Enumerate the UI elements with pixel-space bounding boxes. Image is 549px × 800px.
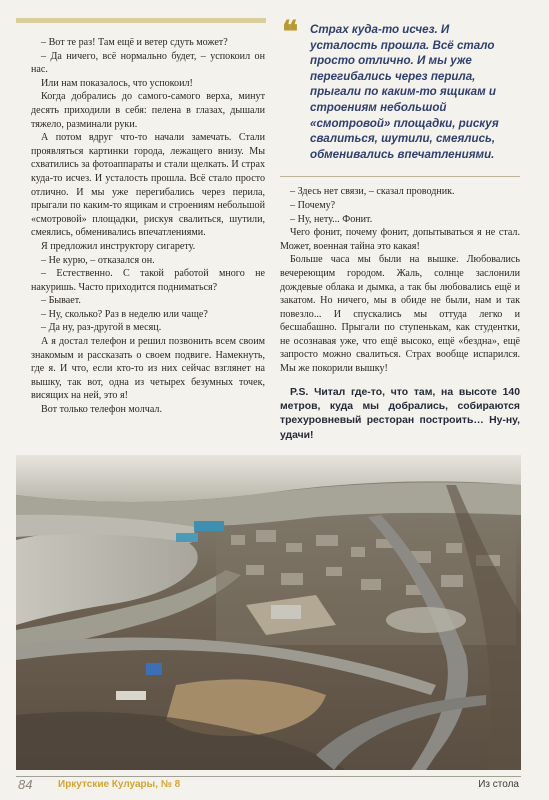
footer-rule [16, 776, 521, 777]
pull-quote-text: Страх куда-то исчез. И усталость прошла. Всё стало просто отлично. И мы уже перегибались через перила, прыгали по каким-то ящикам и строениям небольшой «смотровой» площадки, рискуя свалиться, шутили, смеялись, обменивались впечатлениями. [310, 23, 499, 161]
pull-quote [280, 16, 520, 162]
paragraph: – Здесь нет связи, – сказал проводник. [290, 186, 455, 198]
paragraph: А потом вдруг что-то начали замечать. Стали проявляться картинки города, лежащего внизу. Мы схватились за фотоаппараты и стали щелкать. И страх куда-то исчез. И усталость прошла. Всё стало просто отлично. И мы уже перегибались через перила, прыгали по каким-то ящикам и строениям небольшой «смотровой» площадки, рискуя свалиться, шутили, смеялись, обменивались впечатлениями. [31, 132, 265, 239]
divider [280, 176, 520, 177]
paragraph: – Бывает. [41, 295, 81, 307]
quote-mark-icon: ❝ [282, 16, 299, 49]
paragraph: Больше часа мы были на вышке. Любовались вечереющим городом. Жаль, солнце заслонили дождевые облака и дымка, а так бы любовались ещё и закатом. Но ничего, мы в обиде не были, нам и так повезло... И спускались мы оттуда легко и бесшабашно. Прыгали по ступенькам, как студентки, не осознавая уже, что ещё высоко, ещё «бездна», ещё запросто можно свалиться. Страх вообще испарился. Мы же покорили вышку! [280, 254, 520, 375]
aerial-city-photo [16, 455, 521, 770]
paragraph: – Ну, сколько? Раз в неделю или чаще? [41, 308, 208, 320]
paragraph: – Естественно. С такой работой много не накуришь. Часто приходится подниматься? [31, 268, 265, 293]
paragraph: – Почему? [290, 199, 336, 211]
magazine-title: Иркутские Кулуары, № 8 [58, 779, 181, 790]
paragraph: – Не курю, – отказался он. [41, 254, 155, 266]
paragraph: – Вот те раз! Там ещё и ветер сдуть может? [41, 37, 228, 48]
page-footer [0, 776, 549, 794]
paragraph: – Да ну, раз-другой в месяц. [41, 322, 162, 334]
header-rule [16, 18, 266, 23]
paragraph: Или нам показалось, что успокоил! [41, 77, 193, 89]
section-name: Из стола [478, 779, 519, 790]
paragraph: Я предложил инструктору сигарету. [41, 240, 196, 252]
left-text-column [31, 36, 265, 417]
page-number: 84 [18, 777, 33, 792]
paragraph: – Ну, нету... Фонит. [290, 213, 373, 225]
paragraph: А я достал телефон и решил позвонить всем своим знакомым и рассказать о своем подвиге. Намекнуть, где я. И что, если кто-то из них сейчас взглянет на вышку, так вот, одна из четырех безумных точек, висящих на ней, это я! [31, 336, 265, 402]
postscript: P.S. Читал где-то, что там, на высоте 140 метров, куда мы добрались, собираются трехуровневый ресторан построить… Ну-ну, удачи! [280, 386, 520, 441]
paragraph: Вот только телефон молчал. [41, 404, 162, 416]
paragraph: Когда добрались до самого-самого верха, минут десять приходили в себя: пелена в глазах, дышали тяжело, разминали руки. [31, 91, 265, 130]
right-text-column [280, 16, 520, 443]
paragraph: Чего фонит, почему фонит, допытываться я не стал. Может, военная тайна это какая! [280, 227, 520, 252]
paragraph: – Да ничего, всё нормально будет, – успокоил он нас. [31, 50, 265, 76]
